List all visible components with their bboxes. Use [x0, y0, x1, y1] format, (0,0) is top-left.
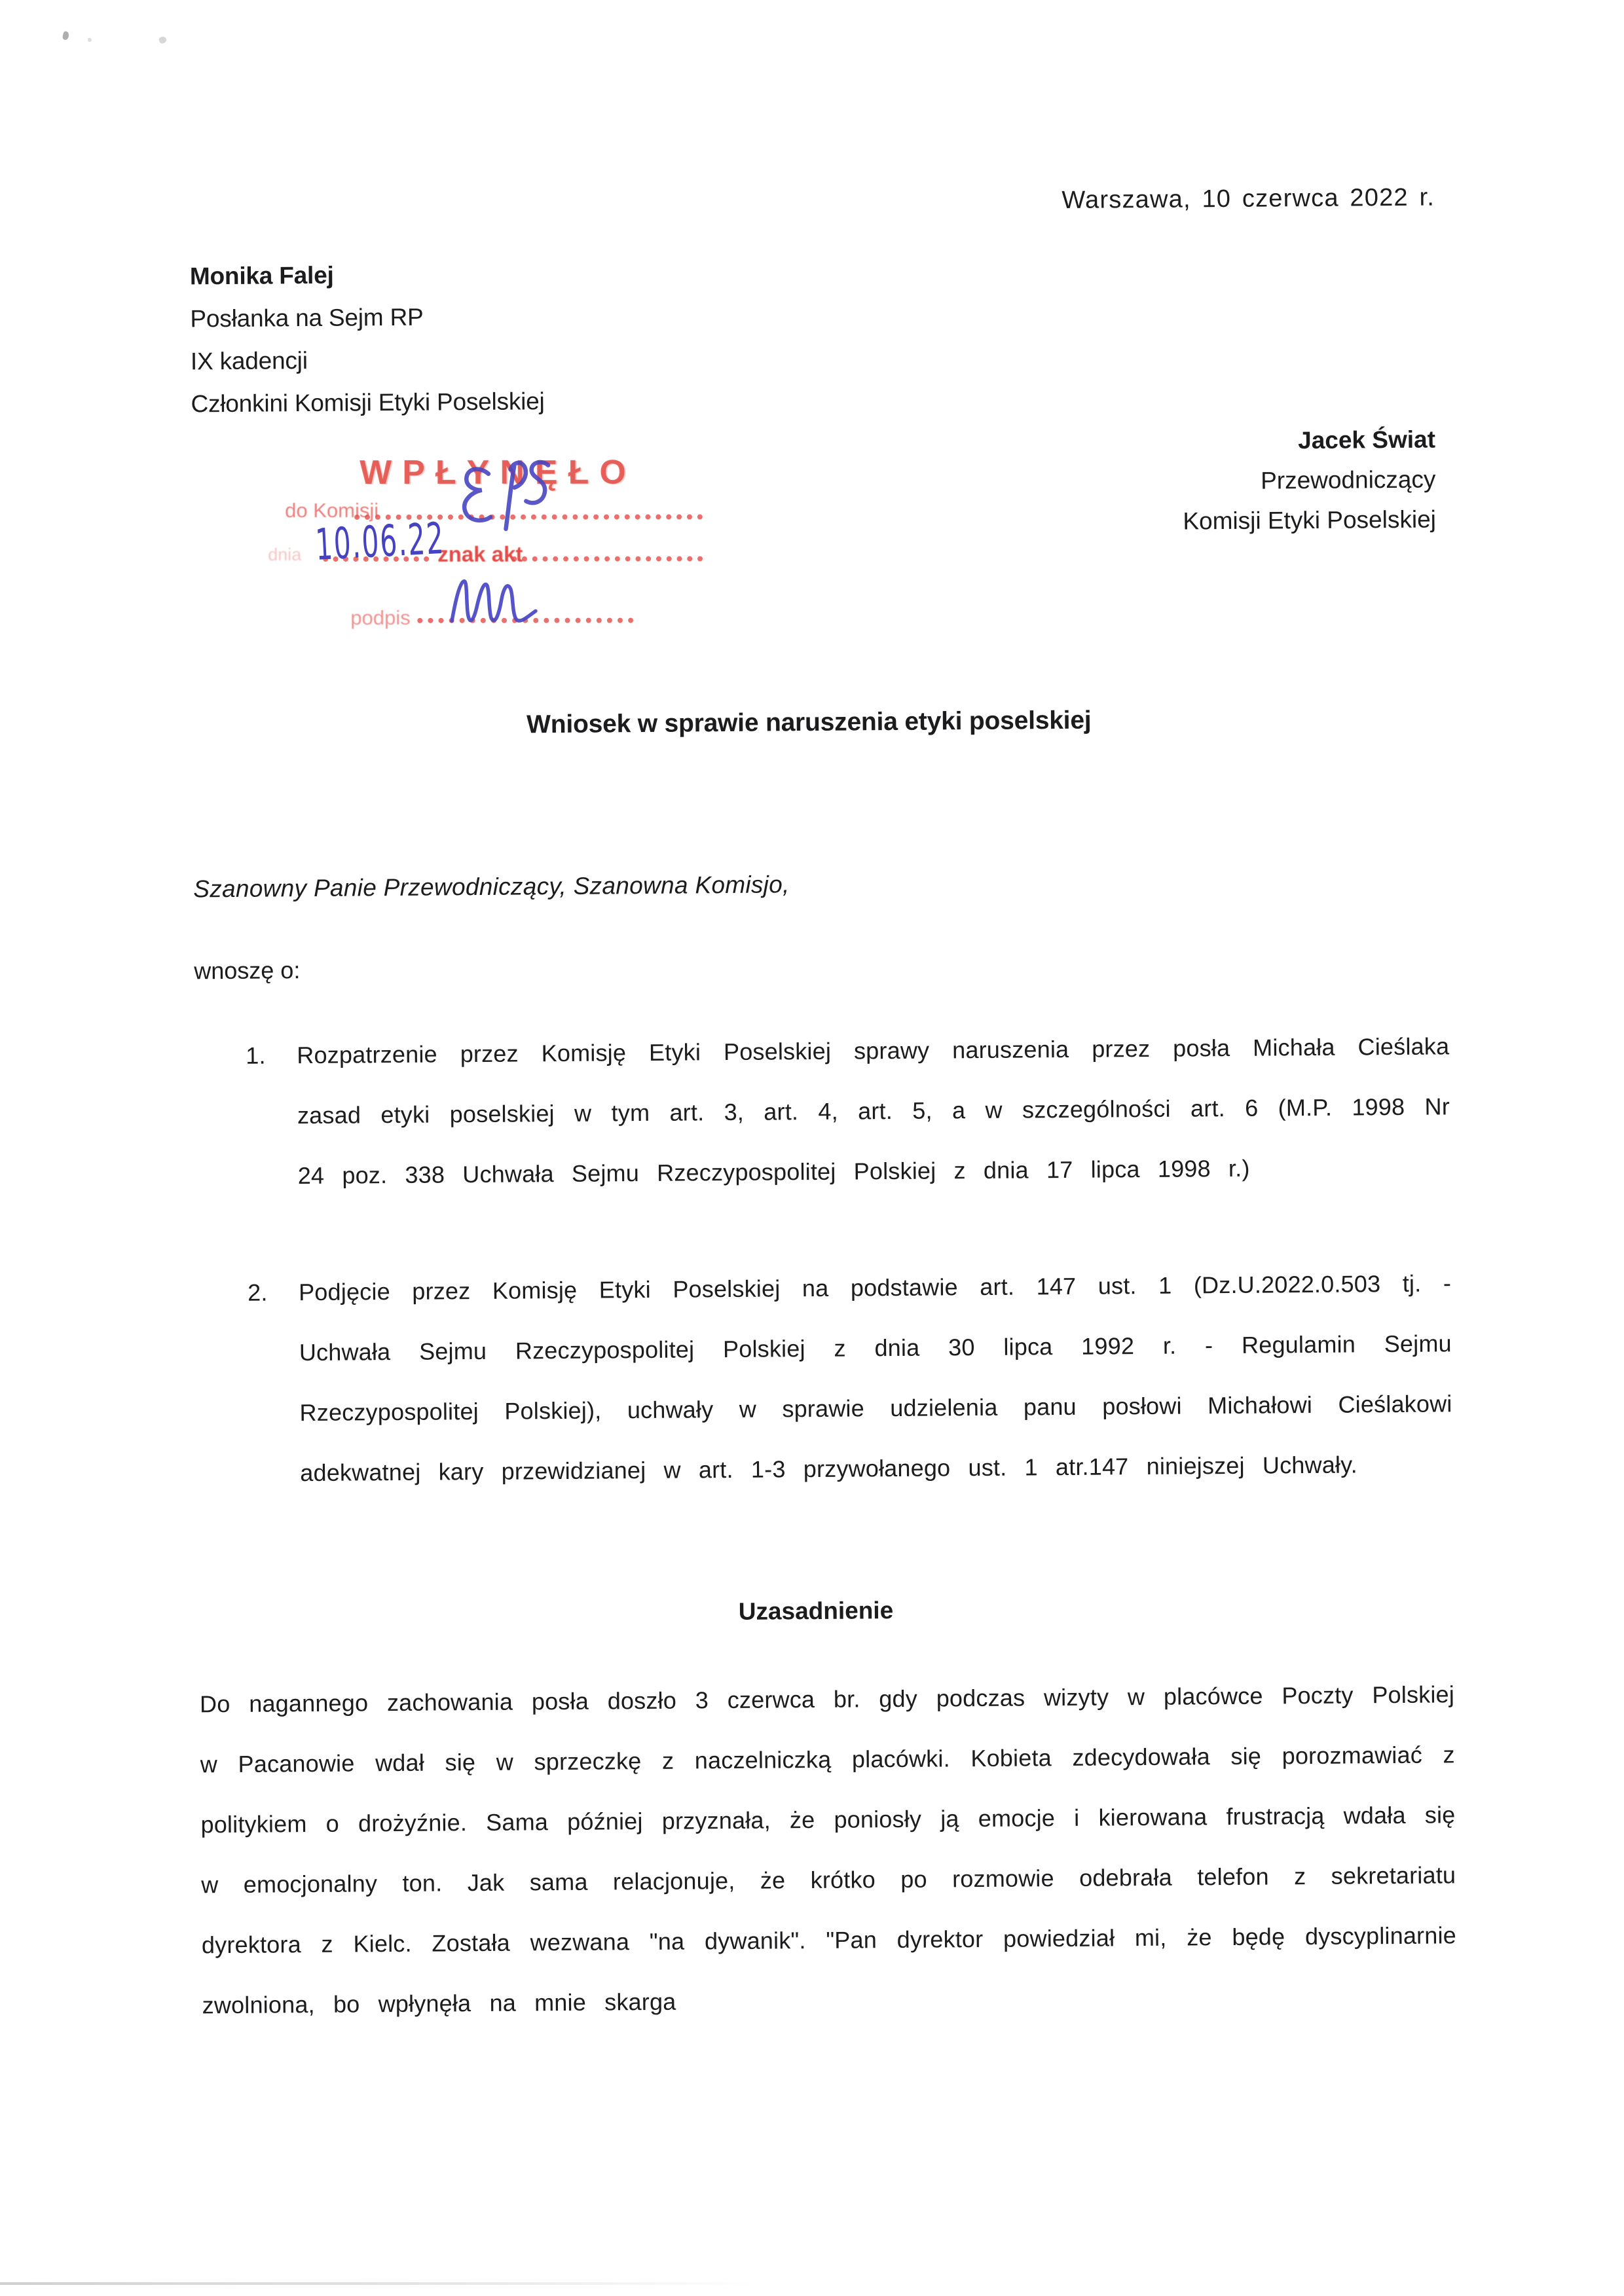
recipient-committee: Komisji Etyki Poselskiej [1183, 505, 1437, 535]
sender-block [190, 252, 545, 425]
list-item [196, 1253, 1453, 1504]
list-item-text: Rozpatrzenie przez Komisję Etyki Poselskiej sprawy naruszenia przez posła Michała Cieślaka zasad etyki poselskiej w tym art. 3, art. 4, art. 5, a w szczególności art. 6 (M.P. 1998 Nr 24 poz. 338 Uchwała Sejmu Rzeczypospolitej Polskiej z dnia 17 lipca 1998 r.) [297, 1032, 1450, 1190]
salutation: Szanowny Panie Przewodniczący, Szanowna Komisjo, [193, 871, 790, 903]
recipient-name: Jacek Świat [1297, 426, 1436, 454]
recipient-block [1182, 419, 1436, 541]
list-item-number: 1. [246, 1042, 266, 1069]
sender-name: Monika Falej [189, 261, 334, 290]
stamp-header: WPŁYNĘŁO [360, 453, 637, 492]
sender-role: Posłanka na Sejm RP [190, 303, 424, 333]
recipient-role: Przewodniczący [1260, 465, 1436, 494]
section-heading: Uzasadnienie [738, 1597, 894, 1625]
intro-line: wnoszę o: [194, 957, 301, 985]
list-item-number: 2. [247, 1279, 268, 1306]
stamp-ref-label: znak akt [437, 541, 523, 566]
scan-speck [88, 38, 92, 42]
list-item-text: Podjęcie przez Komisję Etyki Poselskiej na podstawie art. 147 ust. 1 (Dz.U.2022.0.503 tj. - Uchwała Sejmu Rzeczypospolitej Polskiej z dnia 30 lipca 1992 r. - Regulamin Sejmu Rzeczypospolitej Polskiej), uchwały w sprawie udzielenia panu posłowi Michałowi Cieślakowi adekwatnej kary przewidzianej w art. 1-3 przywołanego ust. 1 atr.147 niniejszej Uchwały. [298, 1269, 1452, 1487]
scan-edge-artifact [0, 2282, 756, 2285]
stamp-to-label: do Komisji [285, 498, 379, 522]
body-paragraph: Do nagannego zachowania posła doszło 3 czerwca br. gdy podczas wizyty w placówce Poczty Polskiej w Pacanowie wdał się w sprzeczkę z naczelniczką placówki. Kobieta zdecydowała się porozmawiać z politykiem o drożyźnie. Sama później przyznała, że poniosły ją emocje i kierowana frustracją wdała się w emocjonalny ton. Jak sama relacjonuje, że krótko po rozmowie odebrała telefon z sekretariatu dyrektora z Kielc. Została wezwana "na dywanik". "Pan dyrektor powiedział mi, że będę dyscyplinarnie zwolniona, bo wpłynęła na mnie skarga [199, 1681, 1457, 2019]
stamp-signature-label: podpis [350, 606, 411, 629]
stamp-date-label: dnia [268, 545, 302, 565]
sender-term: IX kadencji [190, 347, 308, 375]
handwritten-committee-code [452, 452, 563, 540]
motion-list [194, 1016, 1453, 1560]
list-item [194, 1016, 1450, 1207]
handwritten-signature [447, 573, 545, 632]
document-title: Wniosek w sprawie naruszenia etyki poselskiej [526, 706, 1092, 739]
handwritten-date: 10.06.22 [314, 513, 446, 570]
sender-committee: Członkini Komisji Etyki Poselskiej [191, 388, 545, 418]
date-line: Warszawa, 10 czerwca 2022 r. [1061, 183, 1435, 214]
stamp-dotted-line [511, 556, 703, 561]
